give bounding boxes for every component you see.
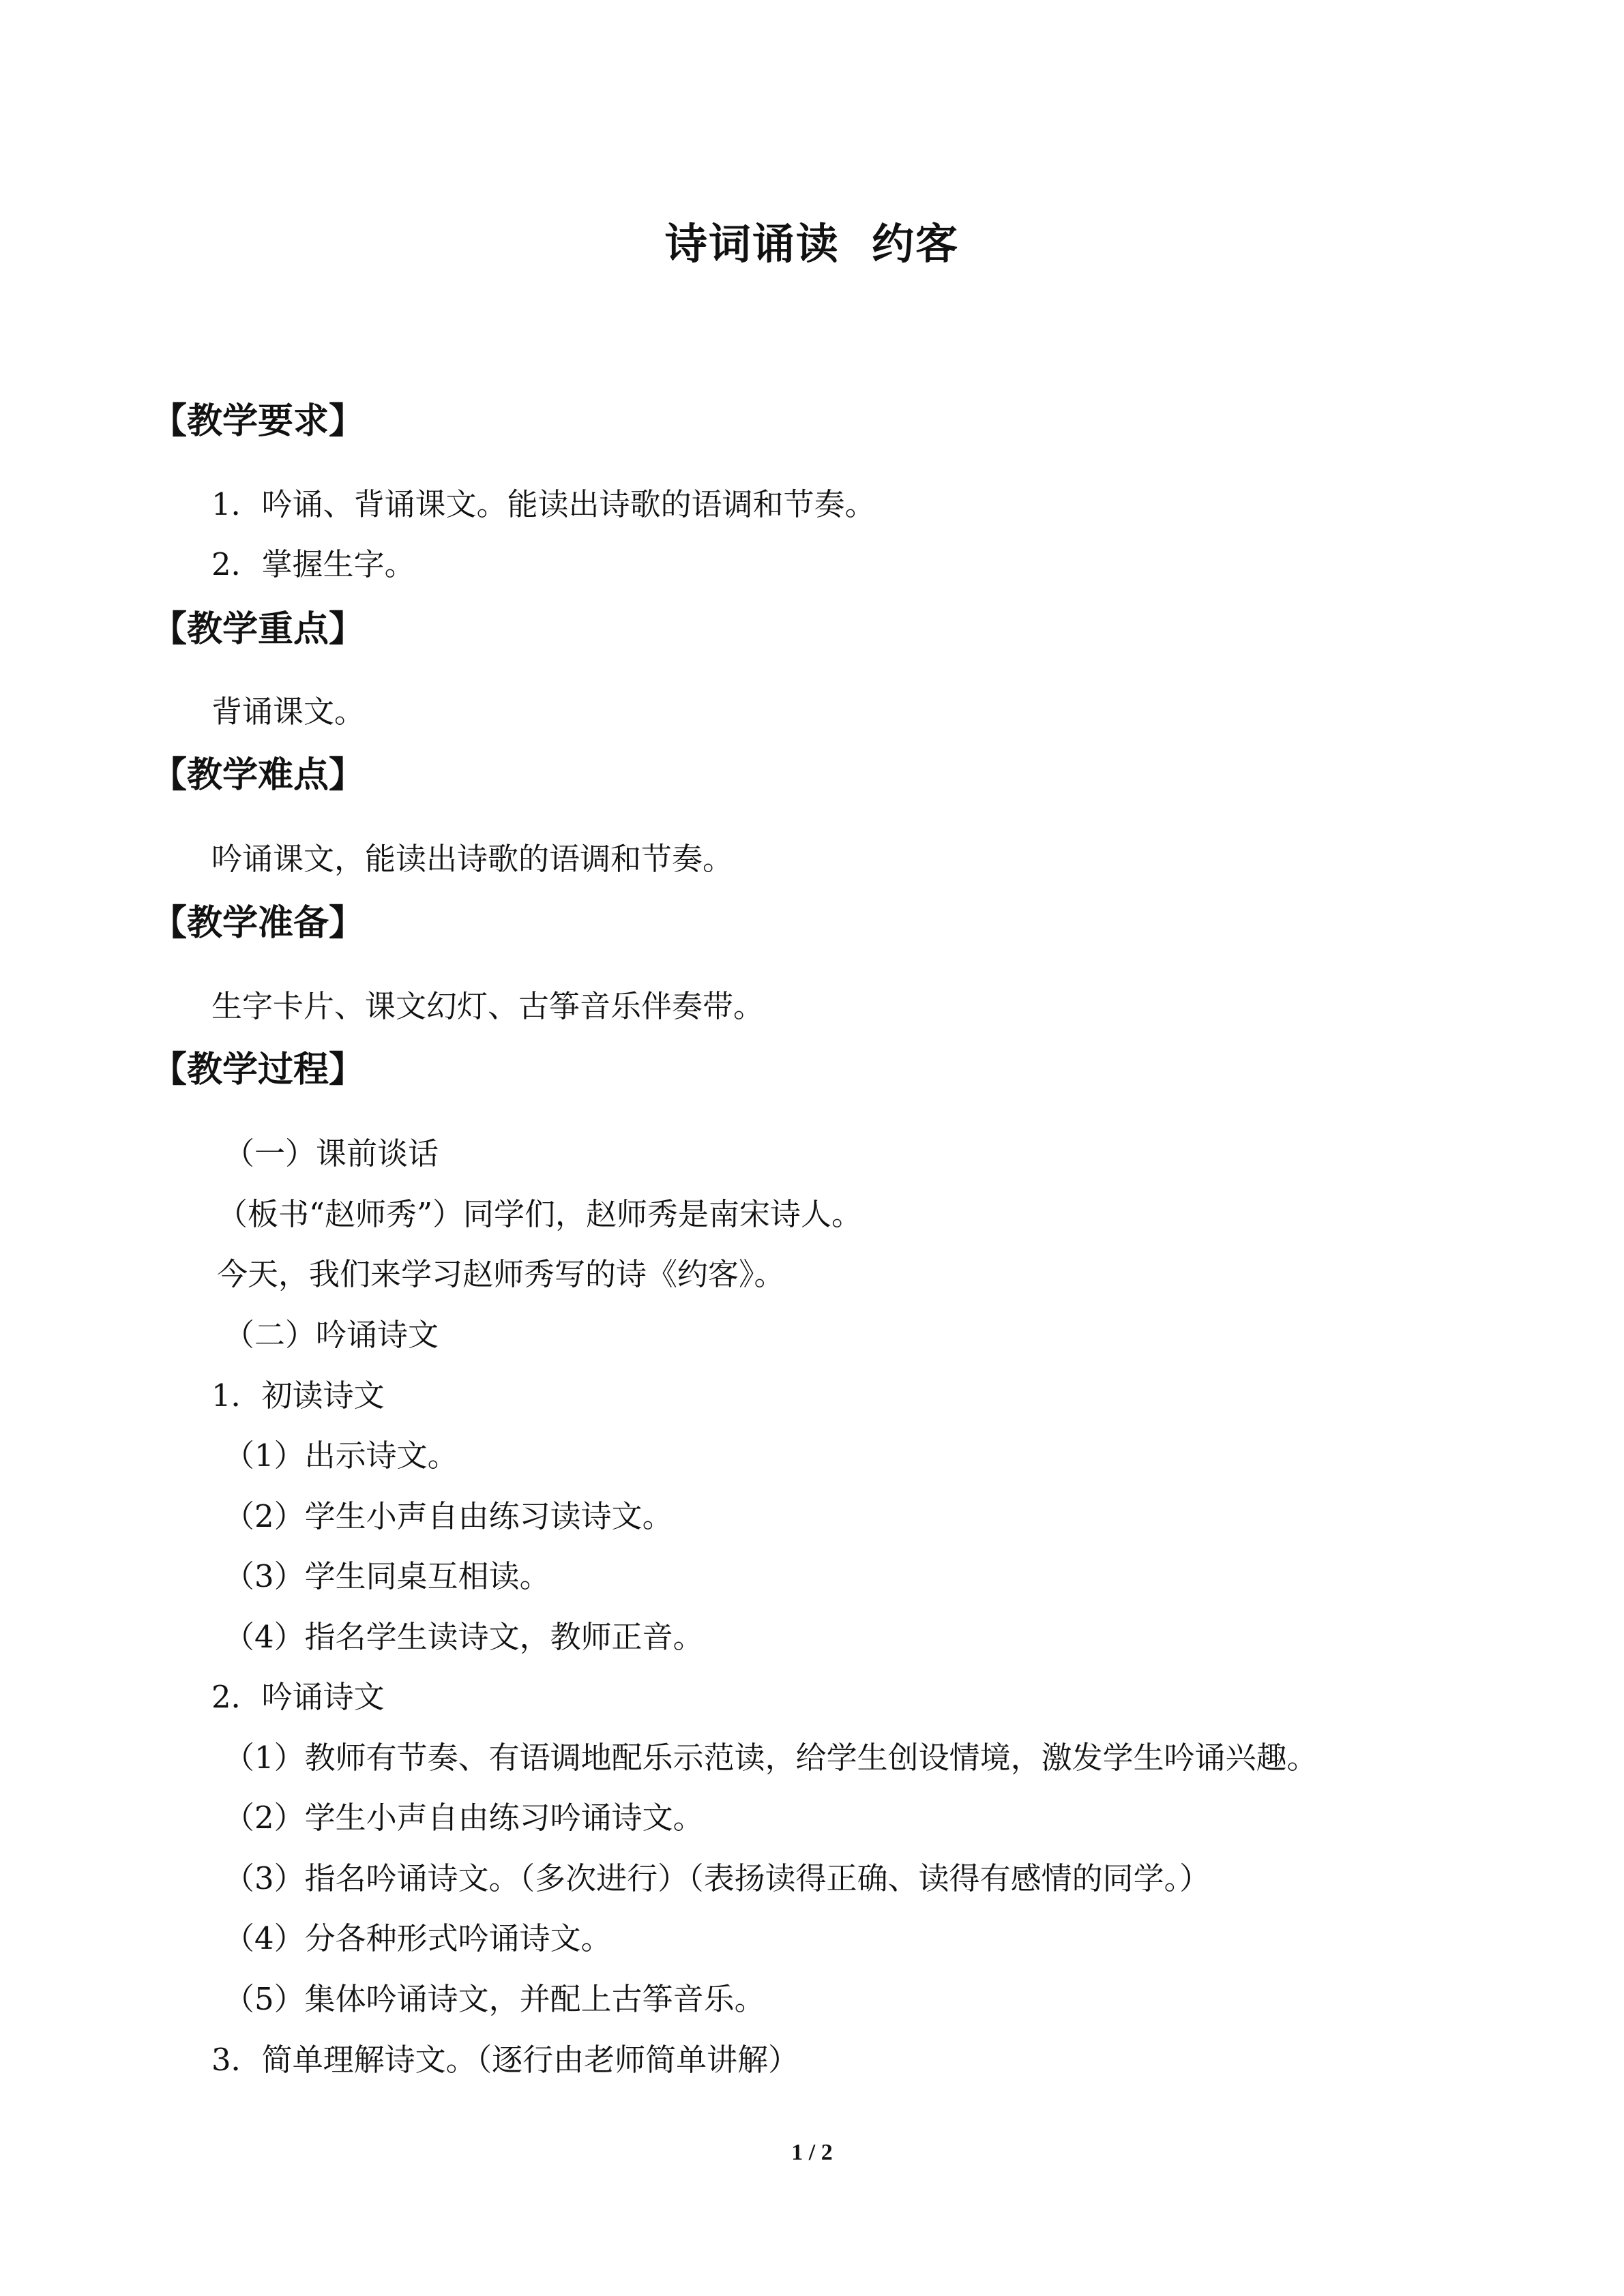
process-line: （3）指名吟诵诗文。（多次进行）（表扬读得正确、读得有感情的同学。） (224, 1860, 1211, 1896)
process-line: （板书“赵师秀”）同学们，赵师秀是南宋诗人。 (217, 1196, 863, 1232)
requirement-item: 1．吟诵、背诵课文。能读出诗歌的语调和节奏。 (211, 486, 876, 522)
heading-difficulties: 【教学难点】 (151, 754, 365, 796)
process-line: （4）指名学生读诗文，教师正音。 (224, 1619, 704, 1655)
heading-process: 【教学过程】 (151, 1049, 365, 1090)
process-line: 今天，我们来学习赵师秀写的诗《约客》。 (217, 1256, 785, 1292)
process-line: （3）学生同桌互相读。 (224, 1558, 550, 1594)
process-line: 1．初读诗文 (211, 1377, 385, 1414)
process-line: （2）学生小声自由练习吟诵诗文。 (224, 1800, 704, 1836)
key-points-text: 背诵课文。 (211, 694, 366, 730)
process-line: （一）课前谈话 (224, 1135, 439, 1172)
process-line: （1）教师有节奏、有语调地配乐示范读，给学生创设情境，激发学生吟诵兴趣。 (224, 1740, 1318, 1776)
process-line: （2）学生小声自由练习读诗文。 (224, 1498, 673, 1534)
process-line: （5）集体吟诵诗文，并配上古筝音乐。 (224, 1981, 765, 2017)
process-line: 2．吟诵诗文 (211, 1679, 385, 1715)
preparation-text: 生字卡片、课文幻灯、古筝音乐伴奏带。 (211, 988, 765, 1024)
heading-requirements: 【教学要求】 (151, 400, 365, 442)
document-title: 诗词诵读 约客 (664, 219, 960, 269)
difficulties-text: 吟诵课文，能读出诗歌的语调和节奏。 (211, 841, 734, 877)
process-line: （二）吟诵诗文 (224, 1317, 439, 1353)
process-line: 3．简单理解诗文。（逐行由老师简单讲解） (211, 2042, 799, 2078)
requirement-item: 2．掌握生字。 (211, 546, 415, 582)
heading-key-points: 【教学重点】 (151, 608, 365, 650)
process-line: （4）分各种形式吟诵诗文。 (224, 1920, 612, 1956)
page-number: 1 / 2 (791, 2140, 833, 2165)
process-line: （1）出示诗文。 (224, 1437, 458, 1474)
heading-preparation: 【教学准备】 (151, 902, 365, 944)
